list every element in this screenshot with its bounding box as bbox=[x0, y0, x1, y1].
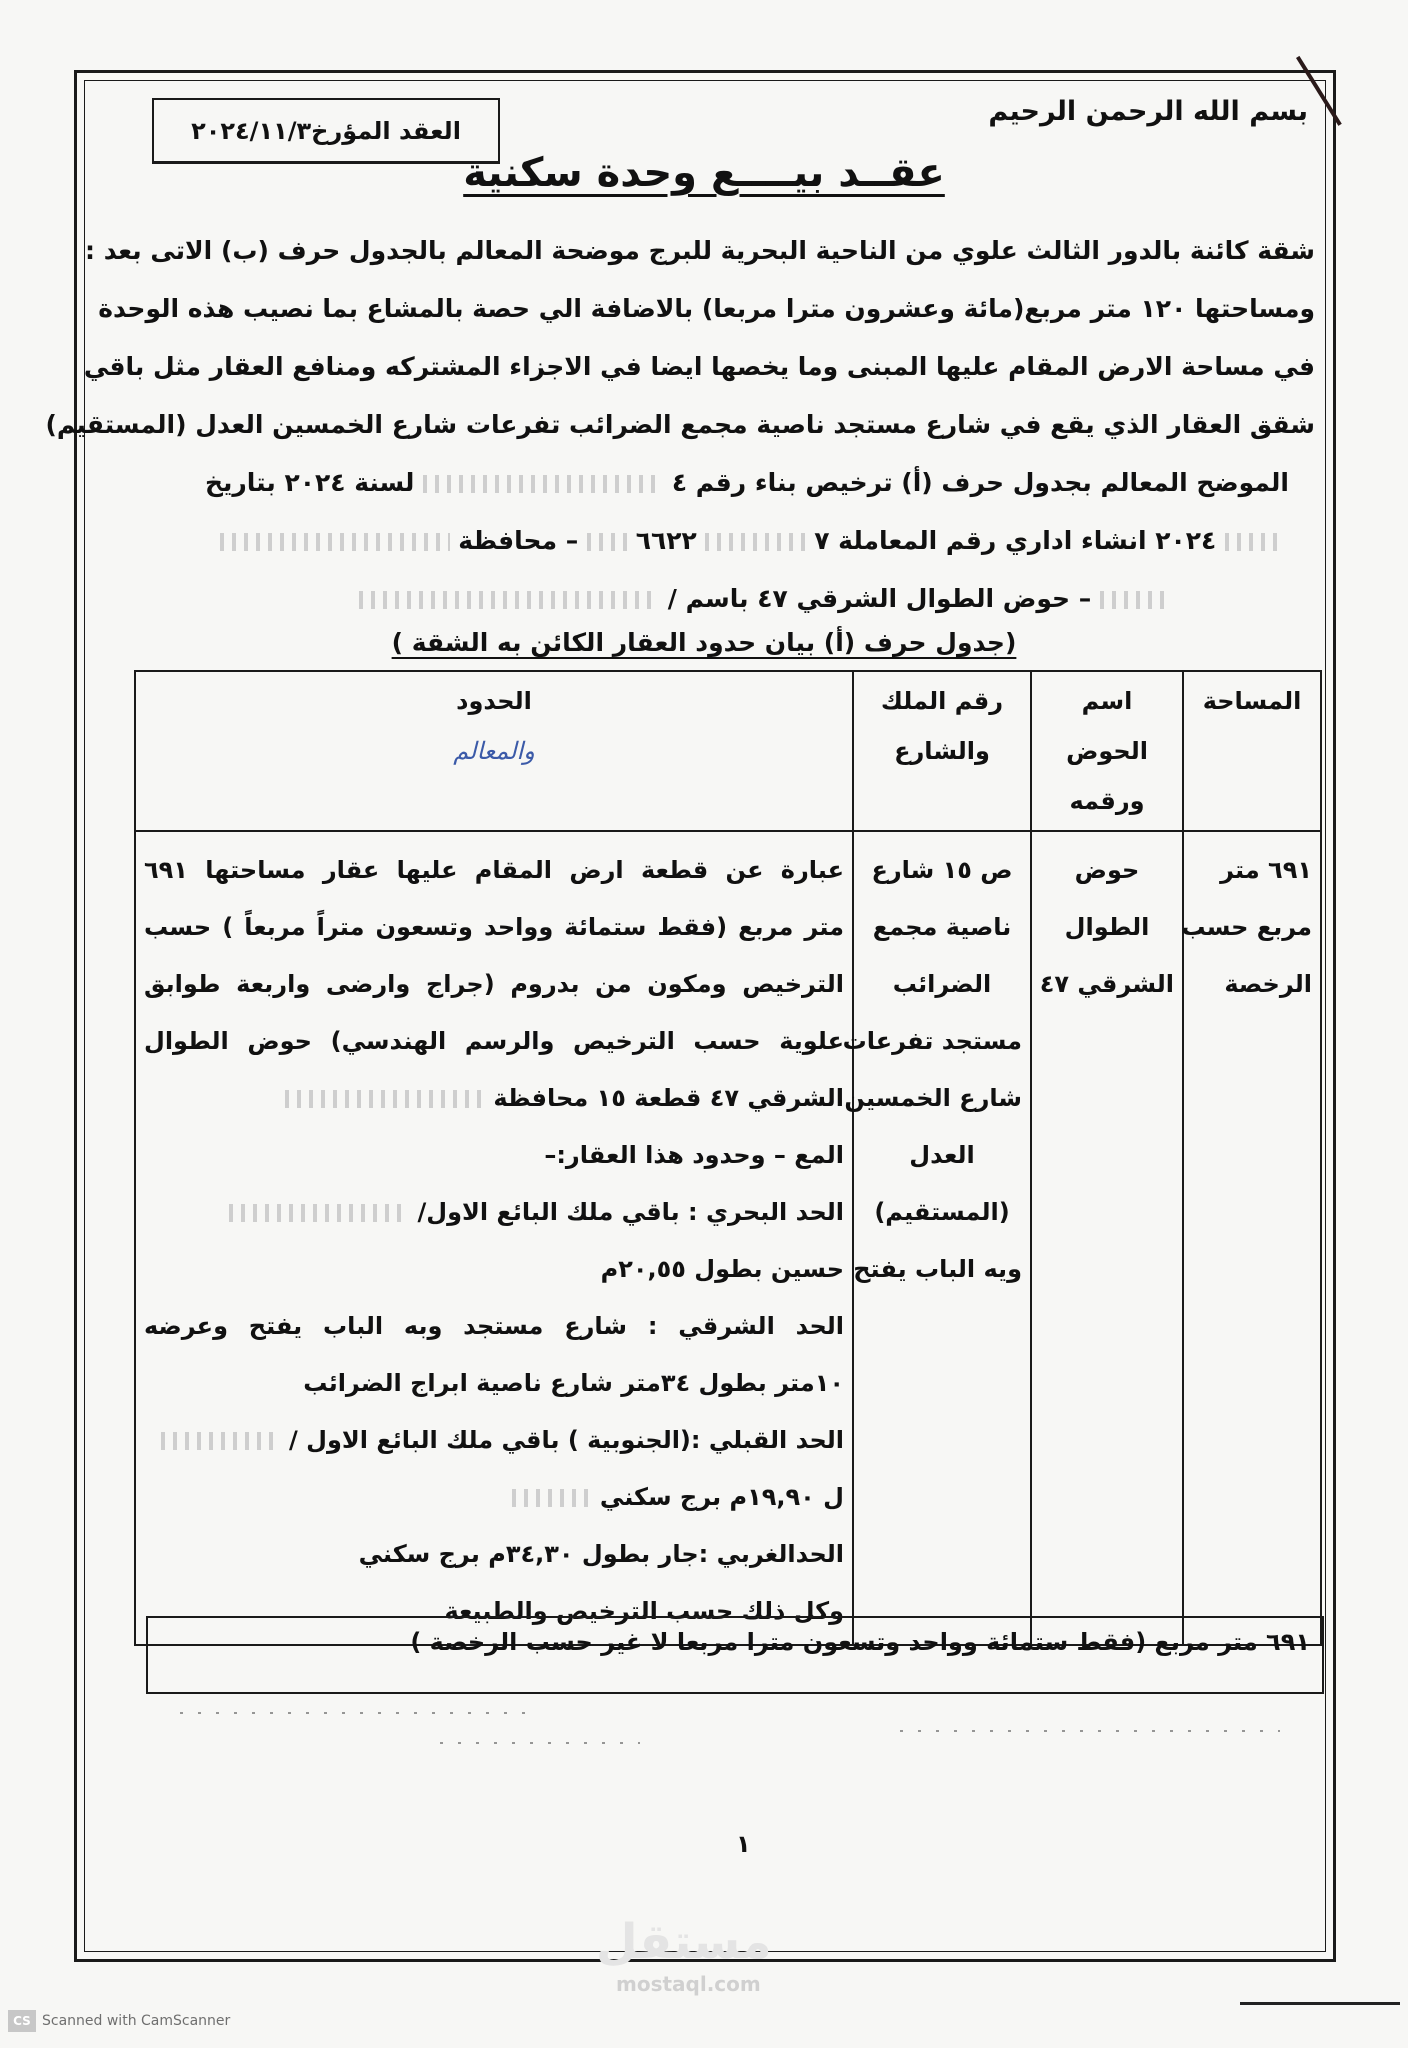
mostaql-watermark: مستقل bbox=[596, 1914, 772, 1970]
table-body-row bbox=[135, 831, 1321, 1645]
redacted-text bbox=[705, 533, 805, 551]
redacted-text bbox=[359, 591, 659, 609]
contract-date-box: العقد المؤرخ٢٠٢٤/١١/٣ bbox=[152, 98, 500, 164]
intro-fragment: ٦٦٢٢ bbox=[635, 526, 697, 555]
header-basin bbox=[1031, 671, 1183, 831]
bounds-fragment: الحد البحري : باقي ملك البائع الاول/ bbox=[417, 1198, 844, 1226]
bounds-line: الحد الشرقي : شارع مستجد وبه الباب يفتح وعرضه bbox=[144, 1312, 844, 1340]
basin-cell bbox=[1031, 831, 1183, 1645]
table-header-row bbox=[135, 671, 1321, 831]
bounds-fragment: ل ١٩,٩٠م برج سكني bbox=[599, 1483, 844, 1511]
redacted-text bbox=[423, 475, 663, 493]
basin-line: الشرقي ٤٧ bbox=[1039, 970, 1174, 998]
header-plot bbox=[853, 671, 1031, 831]
redacted-text bbox=[1225, 533, 1285, 551]
camscanner-text: Scanned with CamScanner bbox=[42, 2013, 231, 2029]
intro-fragment: – محافظة bbox=[458, 526, 579, 555]
redacted-text bbox=[1100, 591, 1170, 609]
bounds-line: متر مربع (فقط ستمائة وواحد وتسعون متراً مربعاً ) حسب bbox=[144, 913, 844, 941]
plot-line: ويه الباب يفتح bbox=[853, 1255, 1022, 1283]
bounds-line: عبارة عن قطعة ارض المقام عليها عقار مساحتها ٦٩١ bbox=[144, 856, 844, 884]
header-basin-line: ورقمه bbox=[1069, 787, 1145, 815]
area-cell bbox=[1183, 831, 1321, 1645]
bounds-line: الحدالغربي :جار بطول ٣٤,٣٠م برج سكني bbox=[358, 1540, 844, 1568]
area-line: ٦٩١ متر bbox=[1220, 856, 1312, 884]
bounds-fragment: الحد القبلي :(الجنوبية ) باقي ملك البائع الاول / bbox=[289, 1426, 844, 1454]
plot-cell bbox=[842, 831, 1031, 1645]
intro-fragment: الموضح المعالم بجدول حرف (أ) ترخيص بناء رقم ٤ bbox=[671, 468, 1289, 497]
table-caption-text: (جدول حرف (أ) بيان حدود العقار الكائن به الشقة ) bbox=[391, 628, 1017, 657]
bounds-line: المع – وحدود هذا العقار:– bbox=[544, 1141, 844, 1169]
document-title bbox=[0, 150, 1408, 196]
bounds-line: الترخيص ومكون من بدروم (جراج وارضى واربعة طوابق bbox=[144, 970, 844, 998]
camscanner-badge bbox=[8, 2010, 230, 2032]
intro-line: ومساحتها ١٢٠ متر مربع(مائة وعشرون مترا مربعا) بالاضافة الي حصة بالمشاع بما نصيب هذه الوحدة bbox=[98, 294, 1315, 323]
plot-line: (المستقيم) bbox=[874, 1198, 1010, 1226]
plot-line: ناصية مجمع bbox=[872, 913, 1012, 941]
bounds-line: علوية حسب الترخيص والرسم الهندسي) حوض الطوال bbox=[144, 1027, 844, 1055]
bounds-fragment: الشرقي ٤٧ قطعة ١٥ محافظة bbox=[493, 1084, 844, 1112]
basin-line: الطوال bbox=[1064, 913, 1150, 941]
faint-handwriting bbox=[440, 1742, 640, 1744]
header-area-label: المساحة bbox=[1202, 687, 1302, 715]
plot-line: العدل bbox=[909, 1141, 975, 1169]
header-plot-line: رقم الملك bbox=[880, 687, 1004, 715]
plot-line: مستجد تفرعات bbox=[842, 1027, 1022, 1055]
intro-fragment: ٢٠٢٤ انشاء اداري رقم المعاملة ٧ bbox=[814, 526, 1217, 555]
bounds-line bbox=[144, 1412, 844, 1469]
bounds-line: حسين بطول ٢٠,٥٥م bbox=[600, 1255, 844, 1283]
bounds-line bbox=[144, 1184, 844, 1241]
plot-line: ص ١٥ شارع bbox=[871, 856, 1013, 884]
redacted-text bbox=[512, 1489, 592, 1507]
intro-line bbox=[130, 570, 1315, 628]
camscanner-icon: CS bbox=[8, 2010, 36, 2032]
intro-line bbox=[130, 454, 1315, 512]
redacted-text bbox=[587, 533, 627, 551]
redacted-text bbox=[229, 1204, 409, 1222]
bismillah-heading: بسم الله الرحمن الرحيم bbox=[988, 96, 1308, 127]
bounds-cell bbox=[135, 831, 853, 1645]
header-basin-line: اسم الحوض bbox=[1066, 687, 1148, 765]
intro-line: شقق العقار الذي يقع في شارع مستجد ناصية مجمع الضرائب تفرعات شارع الخمسين العدل (المستقيم) bbox=[45, 410, 1315, 439]
bounds-line: وكل ذلك حسب الترخيص والطبيعة bbox=[444, 1597, 844, 1625]
bounds-line bbox=[144, 1469, 844, 1526]
table-caption bbox=[0, 628, 1408, 657]
faint-handwriting bbox=[900, 1730, 1280, 1732]
intro-paragraph bbox=[45, 222, 1315, 628]
redacted-text bbox=[161, 1432, 281, 1450]
header-area bbox=[1183, 671, 1321, 831]
mostaql-watermark-url: mostaql.com bbox=[616, 1972, 761, 1996]
area-line: الرخصة bbox=[1224, 970, 1312, 998]
document-title-text: عقــد بيــــع وحدة سكنية bbox=[463, 150, 945, 196]
intro-fragment: لسنة ٢٠٢٤ بتاريخ bbox=[204, 468, 415, 497]
intro-line: في مساحة الارض المقام عليها المبنى وما يخصها ايضا في الاجزاء المشتركه ومنافع العقار مثل باقي bbox=[83, 352, 1315, 381]
plot-line: شارع الخمسين bbox=[844, 1084, 1022, 1112]
intro-fragment: – حوض الطوال الشرقي ٤٧ باسم / bbox=[667, 584, 1092, 613]
redacted-text bbox=[285, 1090, 485, 1108]
total-area-summary: ٦٩١ متر مربع (فقط ستمائة وواحد وتسعون مترا مربعا لا غير حسب الرخصة ) bbox=[146, 1616, 1324, 1694]
edge-rule bbox=[1240, 2002, 1400, 2005]
page-number: ١ bbox=[736, 1830, 751, 1858]
intro-line: شقة كائنة بالدور الثالث علوي من الناحية البحرية للبرج موضحة المعالم بالجدول حرف (ب) الاتى بعد : bbox=[85, 236, 1315, 265]
handwritten-annotation: والمعالم bbox=[453, 737, 535, 765]
header-plot-line: والشارع bbox=[894, 737, 990, 765]
bounds-line bbox=[144, 1070, 844, 1127]
faint-handwriting bbox=[180, 1712, 540, 1714]
basin-line: حوض bbox=[1074, 856, 1140, 884]
boundaries-table bbox=[134, 670, 1322, 1646]
area-line: مربع حسب bbox=[1181, 913, 1312, 941]
header-bounds bbox=[135, 671, 853, 831]
header-bounds-label: الحدود bbox=[456, 687, 532, 715]
intro-line bbox=[130, 512, 1315, 570]
redacted-text bbox=[220, 533, 450, 551]
plot-line: الضرائب bbox=[892, 970, 992, 998]
bounds-line: ١٠متر بطول ٣٤متر شارع ناصية ابراج الضرائب bbox=[303, 1369, 844, 1397]
